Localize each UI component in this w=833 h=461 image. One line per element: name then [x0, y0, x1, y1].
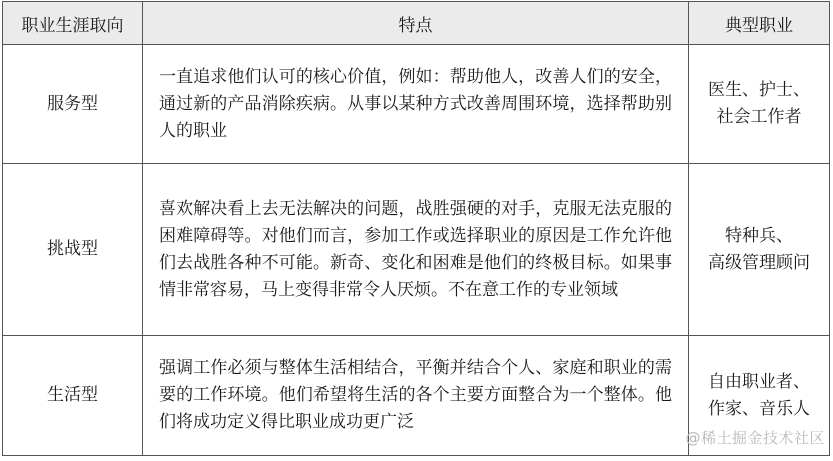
typical-job-line: 自由职业者、	[708, 371, 810, 392]
typical-job-line: 高级管理顾问	[708, 252, 810, 273]
typical-job-line: 特种兵、	[725, 225, 793, 246]
orientation-name: 生活型	[3, 336, 143, 456]
typical-job-line: 医生、护士、	[708, 80, 810, 100]
career-orientation-table	[2, 1, 830, 456]
table-row-service	[3, 45, 830, 164]
orientation-features: 喜欢解决看上去无法解决的问题，战胜强硬的对手，克服无法克服的困难障碍等。对他们而言，参加工作或选择职业的原因是工作允许他们去战胜各种不可能。新奇、变化和困难是他们的终极目标。如果事情非常容易，马上变得非常令人厌烦。不在意工作的专业领域	[143, 164, 689, 336]
typical-job-line: 社会工作者	[716, 107, 802, 127]
typical-job-line: 作家、音乐人	[708, 398, 810, 419]
orientation-features: 一直追求他们认可的核心价值，例如：帮助他人，改善人们的安全，通过新的产品消除疾病。从事以某种方式改善周围环境，选择帮助别人的职业	[143, 45, 689, 164]
orientation-name: 服务型	[3, 45, 143, 164]
typical-jobs	[689, 45, 830, 164]
table-header-row	[3, 2, 830, 45]
orientation-name: 挑战型	[3, 164, 143, 336]
typical-jobs	[689, 164, 830, 336]
watermark: @稀土掘金技术社区	[685, 429, 825, 447]
table-row-challenge	[3, 164, 830, 336]
header-orientation: 职业生涯取向	[3, 2, 143, 45]
header-features: 特点	[143, 2, 689, 45]
orientation-features: 强调工作必须与整体生活相结合，平衡并结合个人、家庭和职业的需要的工作环境。他们希望将生活的各个主要方面整合为一个整体。他们将成功定义得比职业成功更广泛	[143, 336, 689, 456]
header-jobs: 典型职业	[689, 2, 830, 45]
